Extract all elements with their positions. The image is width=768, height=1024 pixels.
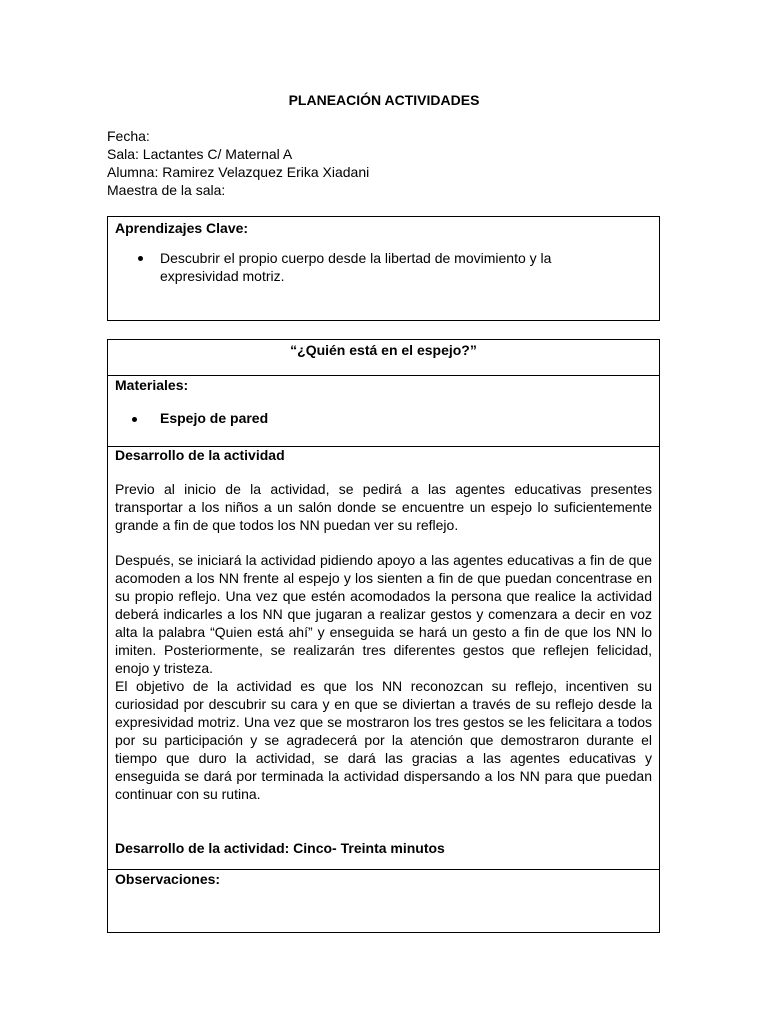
aprendizajes-heading: Aprendizajes Clave:: [115, 220, 249, 236]
desarrollo-row: [108, 447, 659, 870]
fecha-line: Fecha:: [107, 128, 150, 144]
materiales-list: [115, 410, 652, 426]
aprendizajes-list: [108, 249, 659, 285]
material-text: Espejo de pared: [160, 410, 269, 426]
sala-line: Sala: Lactantes C/ Maternal A: [107, 146, 293, 162]
desarrollo-paragraph-3: El objetivo de la actividad es que los NN reconozcan su reflejo, incentiven su curiosidad por descubrir su cara y en que se diviertan a través de su reflejo desde la expresividad motriz. Una vez que se mostraron los tres gestos se les felicitara a todos por su participación y se agradecerá por la atención que demostraron durante el tiempo que duro la actividad, se dará las gracias a las agentes educativas y enseguida se dará por terminada la actividad dispersando a los NN para que puedan continuar con su rutina.: [115, 678, 652, 802]
activity-title: “¿Quién está en el espejo?”: [290, 342, 477, 358]
materiales-row: [108, 376, 659, 447]
bullet-icon: [132, 417, 137, 422]
aprendizaje-text: Descubrir el propio cuerpo desde la libertad de movimiento y la expresividad motriz.: [160, 250, 552, 284]
activity-title-row: [108, 340, 659, 376]
maestra-line: Maestra de la sala:: [107, 182, 226, 198]
desarrollo-paragraph-2: Después, se iniciará la actividad pidiendo apoyo a las agentes educativas a fin de que acomoden a los NN frente al espejo y los sienten a fin de que puedan concentrase en su propio reflejo. Una vez que estén acomodados la persona que realice la actividad deberá indicarles a los NN que jugaran a realizar gestos y comenzara a decir en voz alta la palabra “Quien está ahí” y enseguida se hará un gesto a fin de que los NN lo imiten. Posteriormente, se realizarán tres diferentes gestos que reflejen felicidad, enojo y tristeza.: [115, 552, 652, 676]
document-title: PLANEACIÓN ACTIVIDADES: [288, 92, 480, 108]
observaciones-heading: Observaciones:: [115, 871, 221, 887]
list-item: [108, 249, 659, 285]
duracion-line: Desarrollo de la actividad: Cinco- Treinta minutos: [115, 840, 445, 856]
list-item: [115, 410, 652, 426]
activity-table: [107, 339, 660, 933]
aprendizajes-box: [107, 216, 660, 321]
materiales-heading: Materiales:: [115, 377, 189, 393]
bullet-icon: [138, 256, 143, 261]
desarrollo-paragraph-1: Previo al inicio de la actividad, se pedirá a las agentes educativas presentes transportar a los niños a un salón donde se encuentre un espejo lo suficientemente grande a fin de que todos los NN puedan ver su reflejo.: [115, 481, 652, 533]
info-block: [107, 127, 369, 199]
observaciones-row: [108, 870, 659, 932]
desarrollo-heading: Desarrollo de la actividad: [115, 447, 285, 463]
alumna-line: Alumna: Ramirez Velazquez Erika Xiadani: [107, 164, 370, 180]
